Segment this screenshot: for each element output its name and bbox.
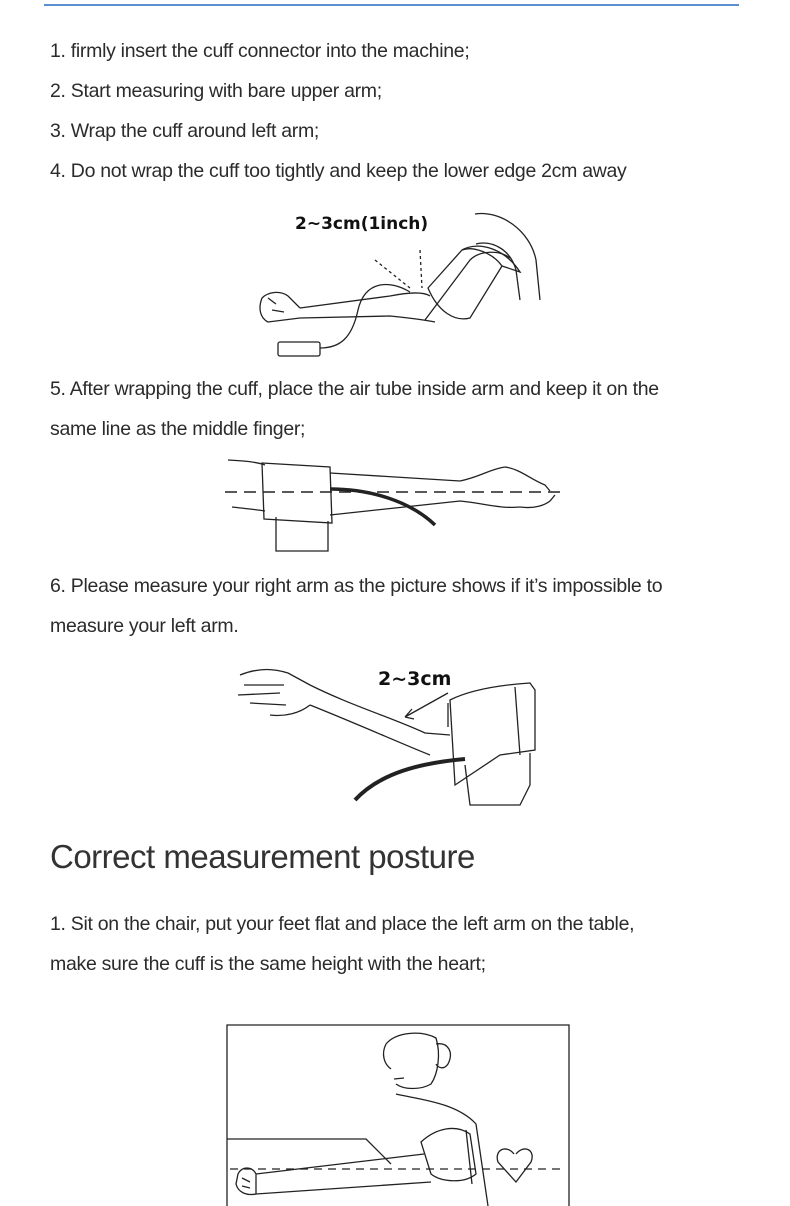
posture-step-1-line1: 1. Sit on the chair, put your feet flat and place the left arm on the table,	[50, 913, 635, 935]
step-5-text-line2: same line as the middle finger;	[50, 418, 306, 440]
step-4-text: 4. Do not wrap the cuff too tightly and keep the lower edge 2cm away	[50, 160, 627, 182]
right-arm-cuff-illustration	[230, 655, 570, 810]
top-divider	[44, 4, 739, 6]
step-1-text: 1. firmly insert the cuff connector into the machine;	[50, 40, 470, 62]
step-2-text: 2. Start measuring with bare upper arm;	[50, 80, 382, 102]
air-tube-alignment-illustration	[220, 455, 570, 555]
step-5-text-line1: 5. After wrapping the cuff, place the air tube inside arm and keep it on the	[50, 378, 659, 400]
posture-heading: Correct measurement posture	[50, 838, 475, 875]
posture-step-1-line2: make sure the cuff is the same height with the heart;	[50, 953, 486, 975]
step-6-text-line2: measure your left arm.	[50, 615, 239, 637]
step-6-text-line1: 6. Please measure your right arm as the picture shows if it’s impossible to	[50, 575, 663, 597]
seated-posture-illustration	[226, 1024, 570, 1206]
right-arm-gap-label: 2~3cm	[378, 668, 452, 690]
step-3-text: 3. Wrap the cuff around left arm;	[50, 120, 320, 142]
cuff-wrap-illustration	[240, 200, 550, 365]
cuff-gap-label: 2~3cm(1inch)	[295, 214, 429, 234]
